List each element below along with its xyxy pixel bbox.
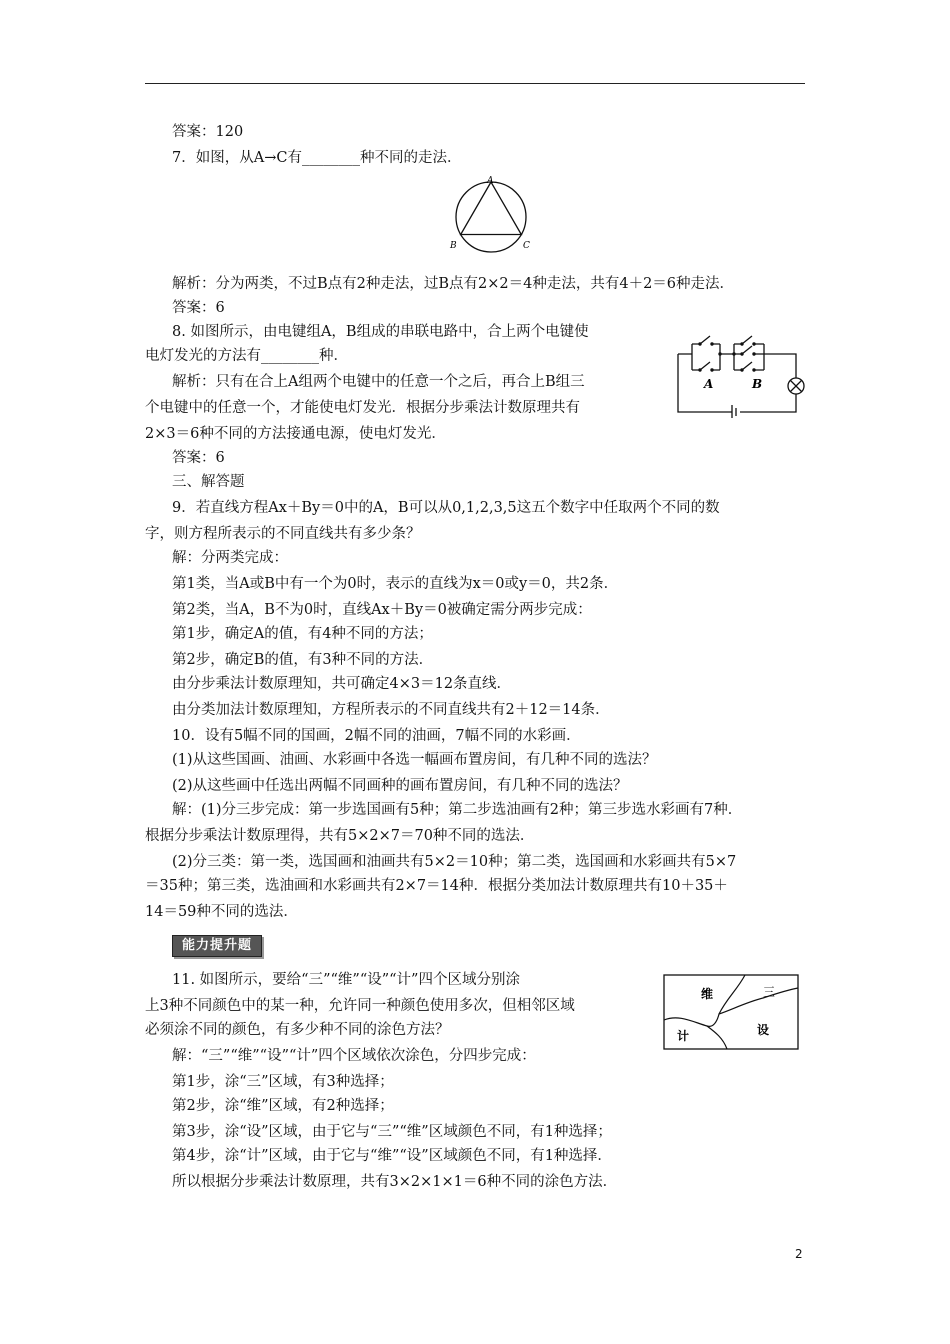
map-label-she: 设 (757, 1023, 770, 1037)
question-9-line1: 9．若直线方程Ax＋By＝0中的A，B可以从0,1,2,3,5这五个数字中任取两个不同的数 (172, 500, 720, 516)
answer-7: 答案：6 (172, 300, 225, 316)
solution-11-line4: 第3步，涂“设”区域，由于它与“三”“维”区域颜色不同，有1种选择； (172, 1124, 612, 1140)
question-11-line1: 11. 如图所示，要给“三”“维”“设”“计”四个区域分别涂 (172, 972, 520, 988)
solution-9-line2: 第1类，当A或B中有一个为0时，表示的直线为x＝0或y＝0，共2条． (172, 576, 619, 592)
solution-9-line4: 第1步，确定A的值，有4种不同的方法； (172, 626, 433, 642)
triangle-circle-figure (446, 172, 536, 256)
circuit-label-B: B (752, 377, 763, 391)
header-rule (145, 83, 805, 84)
solution-10-line5: 14＝59种不同的选法． (145, 904, 298, 920)
solution-11-line1: 解：“三”“维”“设”“计”四个区域依次涂色，分四步完成： (172, 1048, 536, 1064)
map-label-san: 三 (763, 985, 776, 999)
solution-9-line7: 由分类加法计数原理知，方程所表示的不同直线共有2＋12＝14条． (172, 702, 610, 718)
question-8-line2: 电灯发光的方法有________种． (145, 348, 348, 364)
question-10-part2: (2)从这些画中任选出两幅不同画种的画布置房间，有几种不同的选法？ (172, 778, 628, 794)
question-7: 7．如图，从A→C有________种不同的走法． (172, 150, 462, 166)
solution-9-line6: 由分步乘法计数原理知，共可确定4×3＝12条直线． (172, 676, 512, 692)
solution-11-line3: 第2步，涂“维”区域，有2种选择； (172, 1098, 394, 1114)
solution-10-line4: ＝35种；第三类，选油画和水彩画共有2×7＝14种．根据分类加法计数原理共有10＋35＋ (145, 878, 728, 894)
circuit-label-A: A (704, 377, 714, 391)
analysis-8-line1: 解析：只有在合上A组两个电键中的任意一个之后，再合上B组三 (172, 374, 585, 390)
label-A: A (487, 176, 494, 186)
solution-10-line1: 解：(1)分三步完成：第一步选国画有5种；第二步选油画有2种；第三步选水彩画有7种． (172, 802, 743, 818)
solution-9-line3: 第2类，当A，B不为0时，直线Ax＋By＝0被确定需分两步完成： (172, 602, 592, 618)
section-badge: 能力提升题 (172, 935, 262, 957)
solution-11-line6: 所以根据分步乘法计数原理，共有3×2×1×1＝6种不同的涂色方法． (172, 1174, 618, 1190)
question-10: 10．设有5幅不同的国画，2幅不同的油画，7幅不同的水彩画． (172, 728, 581, 744)
figure-circle (456, 182, 526, 252)
section-heading: 三、解答题 (172, 474, 245, 490)
analysis-7: 解析：分为两类，不过B点有2种走法，过B点有2×2＝4种走法，共有4＋2＝6种走法． (172, 276, 735, 292)
analysis-8-line2: 个电键中的任意一个，才能使电灯发光．根据分步乘法计数原理共有 (145, 400, 580, 416)
label-B: B (450, 241, 457, 251)
question-9-line2: 字，则方程所表示的不同直线共有多少条？ (145, 526, 421, 542)
solution-11-line2: 第1步，涂“三”区域，有3种选择； (172, 1074, 394, 1090)
region-map-figure (663, 974, 801, 1052)
answer-6: 答案：120 (172, 124, 244, 140)
question-11-line3: 必须涂不同的颜色，有多少种不同的涂色方法？ (145, 1022, 450, 1038)
page-number: 2 (795, 1247, 803, 1261)
solution-9-line1: 解：分两类完成： (172, 550, 288, 566)
question-8-line1: 8. 如图所示，由电键组A，B组成的串联电路中，合上两个电键使 (172, 324, 589, 340)
solution-10-line2: 根据分步乘法计数原理得，共有5×2×7＝70种不同的选法． (145, 828, 535, 844)
map-label-wei: 维 (701, 987, 714, 1001)
analysis-8-line3: 2×3＝6种不同的方法接通电源，使电灯发光． (145, 426, 446, 442)
circuit-figure (672, 322, 807, 418)
label-C: C (523, 241, 530, 251)
solution-11-line5: 第4步，涂“计”区域，由于它与“维”“设”区域颜色不同，有1种选择． (172, 1148, 612, 1164)
solution-9-line5: 第2步，确定B的值，有3种不同的方法． (172, 652, 434, 668)
answer-8: 答案：6 (172, 450, 225, 466)
map-label-ji: 计 (677, 1029, 690, 1043)
question-10-part1: (1)从这些国画、油画、水彩画中各选一幅画布置房间，有几种不同的选法？ (172, 752, 657, 768)
question-11-line2: 上3种不同颜色中的某一种，允许同一种颜色使用多次，但相邻区域 (145, 998, 575, 1014)
solution-10-line3: (2)分三类：第一类，选国画和油画共有5×2＝10种；第二类，选国画和水彩画共有5×7 (172, 854, 737, 870)
